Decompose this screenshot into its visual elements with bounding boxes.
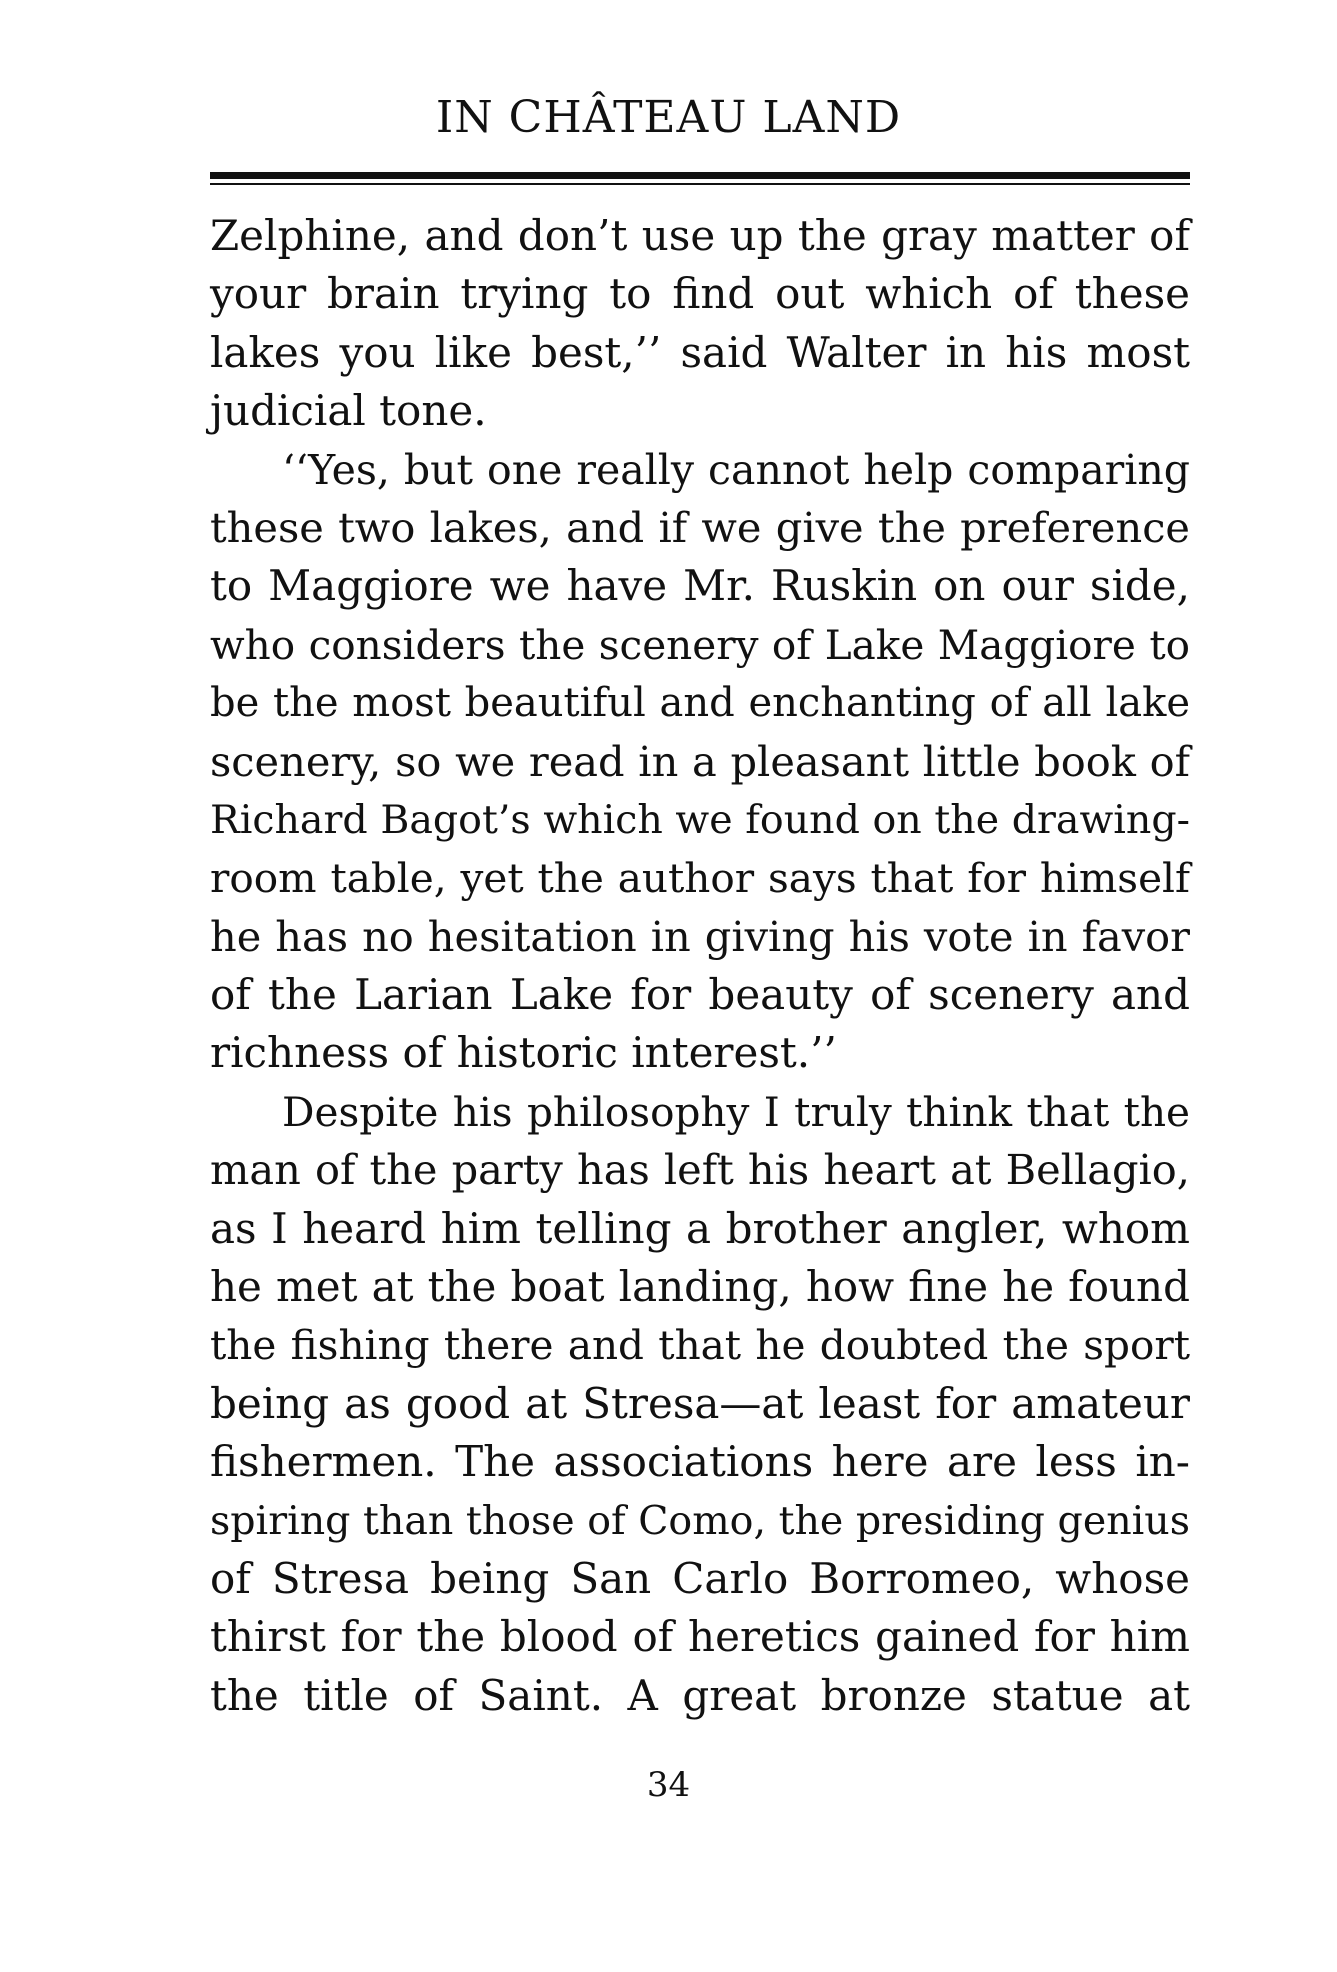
text-line: room table, yet the author says that for himself <box>210 854 1190 903</box>
text-line: these two lakes, and if we give the preference <box>210 502 1190 552</box>
text-line: to Maggiore we have Mr. Ruskin on our side, <box>210 561 1190 611</box>
text-line: he met at the boat landing, how fine he found <box>210 1262 1190 1312</box>
page-number: 34 <box>646 1765 691 1805</box>
text-line: of the Larian Lake for beauty of scenery and <box>210 970 1190 1020</box>
text-line: be the most beautiful and enchanting of all lake <box>210 680 1190 727</box>
text-line: Despite his philosophy I truly think that the <box>282 1087 1190 1136</box>
text-line: the title of Saint. A great bronze statue at <box>210 1670 1190 1720</box>
text-line: being as good at Stresa—at least for amateur <box>210 1378 1190 1428</box>
body-text <box>210 207 1190 1725</box>
running-header: IN CHÂTEAU LAND <box>435 92 902 143</box>
text-line: he has no hesitation in giving his vote in favor <box>210 911 1190 961</box>
text-line: Richard Bagot’s which we found on the drawing- <box>210 796 1190 843</box>
text-line: scenery, so we read in a pleasant little book of <box>210 736 1190 786</box>
text-line: judicial tone. <box>210 386 487 436</box>
text-line: fishermen. The associations here are less in- <box>210 1437 1190 1487</box>
text-line: the fishing there and that he doubted the sport <box>210 1321 1190 1370</box>
text-line: Zelphine, and don’t use up the gray matter of <box>210 211 1190 260</box>
header-rule-thin <box>210 183 1190 185</box>
text-line: who considers the scenery of Lake Maggiore to <box>210 620 1190 669</box>
text-line: as I heard him telling a brother angler, whom <box>210 1203 1190 1253</box>
text-line: spiring than those of Como, the presiding genius <box>210 1497 1190 1544</box>
text-line: lakes you like best,’’ said Walter in his most <box>210 327 1190 377</box>
text-line: thirst for the blood of heretics gained for him <box>210 1612 1190 1662</box>
text-line: of Stresa being San Carlo Borromeo, whose <box>210 1553 1190 1603</box>
text-line: richness of historic interest.’’ <box>210 1028 837 1078</box>
text-line: man of the party has left his heart at Bellagio, <box>210 1145 1190 1195</box>
text-line: ‘‘Yes, but one really cannot help comparing <box>282 445 1190 494</box>
text-line: your brain trying to find out which of these <box>210 269 1190 319</box>
header-rule-thick <box>210 172 1190 179</box>
